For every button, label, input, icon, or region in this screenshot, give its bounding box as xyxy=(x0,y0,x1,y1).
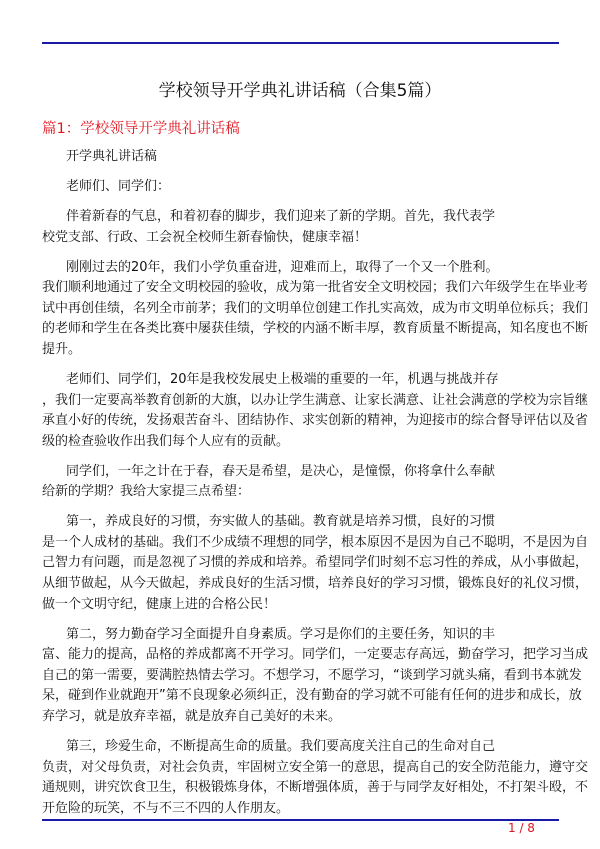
text-line: 校党支部、行政、工会祝全校师生新春愉快，健康幸福！ xyxy=(42,229,368,245)
text-line: 是一个人成材的基础。我们不少成绩不理想的同学，根本原因不是因为自己不聪明，不是因为自 xyxy=(42,534,589,550)
text-line: 同学们，一年之计在于春，春天是希望，是决心，是憧憬，你将拿什么奉献 xyxy=(66,463,496,479)
text-line: 老师们、同学们： xyxy=(66,178,171,194)
paragraph xyxy=(42,370,589,452)
text-line: 刚刚过去的20年，我们小学负重奋进，迎难而上，取得了一个又一个胜利。 xyxy=(66,259,499,275)
paragraph xyxy=(42,258,589,361)
text-line: 通规则，讲究饮食卫生，积极锻炼身体，不断增强体质，善于与同学友好相处，不打架斗殴，不 xyxy=(42,780,589,796)
paragraph xyxy=(42,625,589,728)
text-line: ，我们一定要高举教育创新的大旗，以办让学生满意、让家长满意、让社会满意的学校为宗旨继 xyxy=(42,392,589,408)
text-line: 级的检查验收作出我们每个人应有的贡献。 xyxy=(42,433,290,449)
page-indicator: 1 / 8 xyxy=(508,821,535,835)
text-line: 自己的第一需要，要满腔热情去学习。不想学习，不愿学习，“谈到学习就头痛，看到书本就发 xyxy=(42,667,582,683)
header-rule xyxy=(42,42,559,44)
text-line: 伴着新春的气息，和着初春的脚步，我们迎来了新的学期。首先，我代表学 xyxy=(66,208,496,224)
text-line: 己智力有问题，而是忽视了习惯的养成和培养。希望同学们时刻不忘习性的养成，从小事做起， xyxy=(42,555,589,571)
text-line: 的老师和学生在各类比赛中屡获佳绩，学校的内涵不断丰厚，教育质量不断提高，知名度也不断 xyxy=(42,321,589,337)
text-line: 从细节做起，从今天做起，养成良好的生活习惯，培养良好的学习习惯，锻炼良好的礼仪习惯， xyxy=(42,576,589,592)
text-line: 弃学习，就是放弃幸福，就是放弃自己美好的未来。 xyxy=(42,708,342,724)
text-line: 我们顺利地通过了安全文明校园的验收，成为第一批省安全文明校园；我们六年级学生在毕业考 xyxy=(42,280,589,296)
paragraph xyxy=(42,737,589,819)
text-line: 开学典礼讲话稿 xyxy=(66,149,158,164)
text-line: 第二，努力勤奋学习全面提升自身素质。学习是你们的主要任务，知识的丰 xyxy=(66,626,496,642)
section-heading: 篇1：学校领导开学典礼讲话稿 xyxy=(42,121,240,137)
text-line: 开危险的玩笑，不与不三不四的人作朋友。 xyxy=(42,800,290,816)
paragraph xyxy=(42,462,559,503)
document-body xyxy=(42,147,589,829)
text-line: 老师们、同学们，20年是我校发展史上极端的重要的一年，机遇与挑战并存 xyxy=(66,371,499,387)
text-line: 富、能力的提高，品格的养成都离不开学习。同学们，一定要志存高远，勤奋学习，把学习当成 xyxy=(42,647,589,663)
paragraph xyxy=(42,177,559,198)
paragraph xyxy=(42,512,589,615)
paragraph xyxy=(42,147,559,168)
text-line: 负责，对父母负责，对社会负责，牢固树立安全第一的意思，提高自己的安全防范能力，遵守交 xyxy=(42,759,589,775)
document-title: 学校领导开学典礼讲话稿（合集5篇） xyxy=(158,81,442,101)
paragraph xyxy=(42,207,559,248)
footer-rule xyxy=(42,819,559,821)
text-line: 承直小好的传统，发扬艰苦奋斗、团结协作、求实创新的精神，为迎接市的综合督导评估以及省 xyxy=(42,413,589,429)
text-line: 呆，碰到作业就跑开”第不良现象必须纠正，没有勤奋的学习就不可能有任何的进步和成长，放 xyxy=(42,688,582,704)
text-line: 第一，养成良好的习惯，夯实做人的基础。教育就是培养习惯，良好的习惯 xyxy=(66,514,496,530)
text-line: 第三，珍爱生命，不断提高生命的质量。我们要高度关注自己的生命对自己 xyxy=(66,738,496,754)
text-line: 提升。 xyxy=(42,341,82,357)
text-line: 试中再创佳绩，名列全市前茅；我们的文明单位创建工作扎实高效，成为市文明单位标兵；我们 xyxy=(42,300,589,316)
text-line: 做一个文明守纪，健康上进的合格公民！ xyxy=(42,596,277,612)
text-line: 给新的学期？我给大家提三点希望： xyxy=(42,484,251,500)
